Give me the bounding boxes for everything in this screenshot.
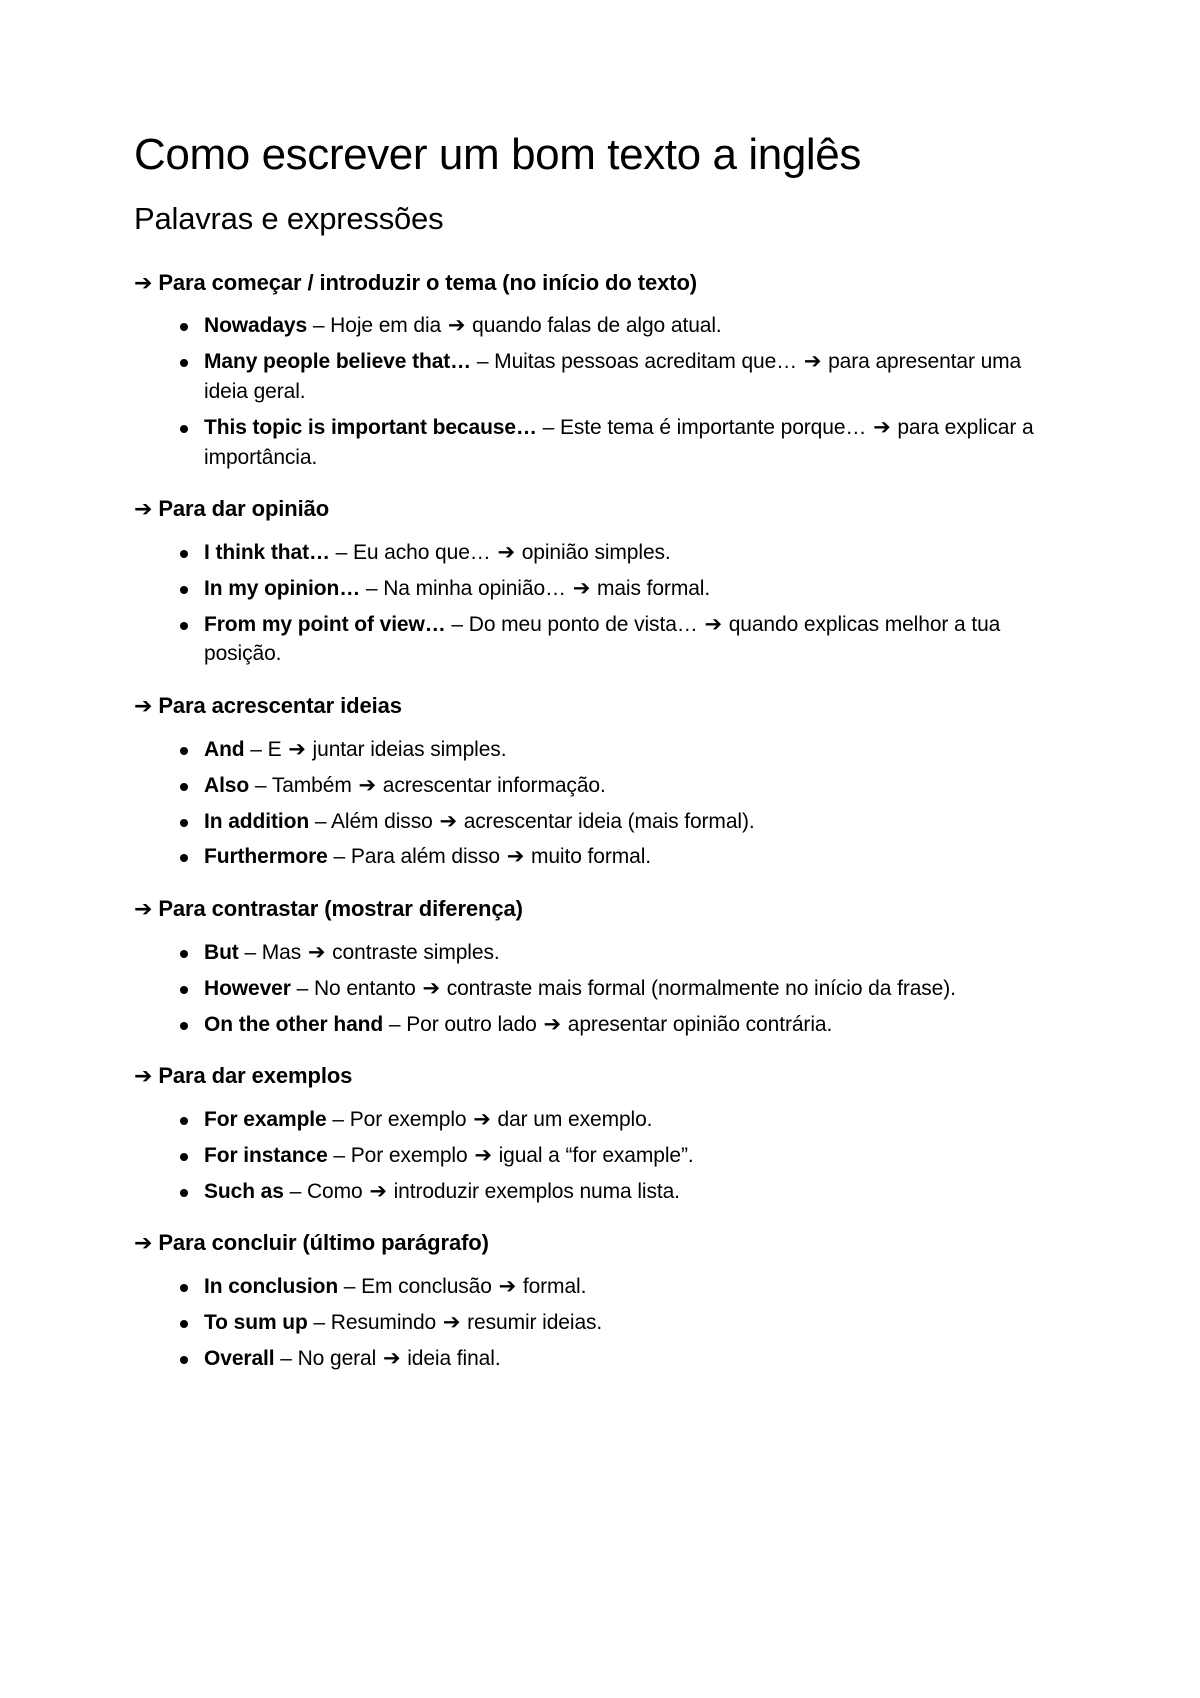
- section-heading-label: Para acrescentar ideias: [158, 693, 402, 719]
- phrase-translation: Resumindo: [330, 1310, 437, 1334]
- arrow-right-icon: ➔: [382, 1346, 401, 1370]
- phrase-usage-note: para explicar a importância.: [204, 415, 1034, 469]
- arrow-right-icon: ➔: [442, 1310, 461, 1334]
- phrase-translation: Para além disso: [350, 845, 500, 869]
- phrase-translation: Eu acho que…: [352, 541, 491, 565]
- phrase-term: Such as: [204, 1179, 284, 1203]
- phrase-list: [134, 1105, 1040, 1206]
- phrase-translation: Por outro lado: [406, 1012, 537, 1036]
- phrase-list: [134, 311, 1040, 472]
- list-item: [178, 1010, 1040, 1040]
- list-item: [178, 938, 1040, 968]
- phrase-translation: Mas: [261, 940, 302, 964]
- phrase-dash: –: [388, 1012, 401, 1036]
- list-item: [178, 610, 1040, 670]
- phrase-usage-note: para apresentar uma ideia geral.: [204, 350, 1022, 403]
- phrase-dash: –: [476, 350, 489, 374]
- phrase-usage-note: dar um exemplo.: [497, 1108, 653, 1132]
- arrow-right-icon: ➔: [572, 576, 591, 600]
- section: [134, 1228, 1040, 1373]
- section: [134, 691, 1040, 872]
- phrase-translation: No entanto: [313, 976, 416, 1000]
- phrase-translation: Como: [306, 1179, 363, 1203]
- phrase-term: From my point of view…: [204, 612, 446, 636]
- arrow-right-icon: ➔: [543, 1012, 562, 1036]
- phrase-term: In conclusion: [204, 1275, 339, 1299]
- phrase-translation: Além disso: [330, 809, 433, 833]
- phrase-term: For example: [204, 1108, 327, 1132]
- arrow-right-icon: ➔: [307, 940, 326, 964]
- section-heading-label: Para contrastar (mostrar diferença): [158, 896, 523, 922]
- phrase-usage-note: introduzir exemplos numa lista.: [393, 1179, 680, 1203]
- phrase-term: This topic is important because…: [204, 415, 537, 439]
- phrase-term: Many people believe that…: [204, 350, 472, 374]
- phrase-term: In addition: [204, 809, 310, 833]
- list-item: [178, 1177, 1040, 1207]
- page-subtitle: Palavras e expressões: [134, 200, 444, 236]
- phrase-dash: –: [333, 1143, 346, 1167]
- phrase-term: But: [204, 940, 239, 964]
- phrase-term: And: [204, 737, 245, 761]
- phrase-dash: –: [542, 415, 555, 439]
- phrase-term: For instance: [204, 1143, 328, 1167]
- phrase-translation: Em conclusão: [361, 1275, 492, 1299]
- section: [134, 894, 1040, 1039]
- phrase-translation: E: [267, 737, 282, 761]
- phrase-usage-note: quando falas de algo atual.: [472, 314, 722, 338]
- phrase-usage-note: contraste simples.: [332, 940, 500, 964]
- list-item: [178, 311, 1040, 341]
- phrase-usage-note: ideia final.: [407, 1346, 501, 1370]
- sections-container: [134, 268, 1040, 1374]
- section-heading-label: Para dar exemplos: [158, 1063, 353, 1089]
- phrase-dash: –: [280, 1346, 292, 1370]
- phrase-dash: –: [289, 1179, 302, 1203]
- phrase-usage-note: resumir ideias.: [467, 1310, 603, 1334]
- phrase-term: However: [204, 976, 291, 1000]
- arrow-right-icon: ➔: [134, 1230, 153, 1256]
- phrase-translation: Hoje em dia: [330, 314, 442, 338]
- phrase-dash: –: [333, 845, 346, 869]
- section-heading: [134, 691, 1040, 721]
- phrase-term: In my opinion…: [204, 576, 361, 600]
- phrase-usage-note: muito formal.: [530, 845, 652, 869]
- phrase-list: [134, 735, 1040, 872]
- phrase-term: Overall: [204, 1346, 275, 1370]
- phrase-dash: –: [312, 314, 325, 338]
- phrase-translation: Por exemplo: [349, 1108, 467, 1132]
- phrase-dash: –: [365, 576, 378, 600]
- list-item: [178, 771, 1040, 801]
- arrow-right-icon: ➔: [134, 496, 153, 522]
- phrase-translation: Por exemplo: [350, 1143, 468, 1167]
- section-heading-label: Para concluir (último parágrafo): [158, 1230, 489, 1256]
- phrase-list: [134, 538, 1040, 669]
- phrase-usage-note: apresentar opinião contrária.: [567, 1012, 833, 1036]
- arrow-right-icon: ➔: [473, 1108, 491, 1132]
- phrase-term: Nowadays: [204, 314, 308, 338]
- list-item: [178, 735, 1040, 765]
- phrase-dash: –: [335, 541, 348, 565]
- arrow-right-icon: ➔: [369, 1179, 387, 1203]
- phrase-dash: –: [250, 737, 262, 761]
- phrase-usage-note: acrescentar ideia (mais formal).: [463, 809, 755, 833]
- arrow-right-icon: ➔: [134, 1063, 153, 1089]
- phrase-term: Also: [204, 773, 250, 797]
- phrase-translation: No geral: [297, 1346, 377, 1370]
- list-item: [178, 538, 1040, 568]
- arrow-right-icon: ➔: [474, 1143, 492, 1167]
- phrase-translation: Na minha opinião…: [383, 576, 566, 600]
- phrase-dash: –: [296, 976, 309, 1000]
- section-heading: [134, 1061, 1040, 1091]
- phrase-usage-note: juntar ideias simples.: [312, 737, 507, 761]
- phrase-list: [134, 938, 1040, 1039]
- list-item: [178, 1141, 1040, 1171]
- arrow-right-icon: ➔: [803, 350, 822, 374]
- phrase-dash: –: [314, 809, 327, 833]
- arrow-right-icon: ➔: [506, 845, 525, 869]
- phrase-usage-note: opinião simples.: [521, 541, 671, 565]
- arrow-right-icon: ➔: [288, 737, 306, 761]
- arrow-right-icon: ➔: [358, 773, 376, 797]
- phrase-translation: Este tema é importante porque…: [559, 415, 867, 439]
- arrow-right-icon: ➔: [134, 693, 153, 719]
- phrase-usage-note: acrescentar informação.: [382, 773, 606, 797]
- phrase-translation: Também: [271, 773, 352, 797]
- phrase-dash: –: [244, 940, 257, 964]
- phrase-usage-note: quando explicas melhor a tua posição.: [204, 612, 1001, 666]
- list-item: [178, 413, 1040, 473]
- section: [134, 494, 1040, 669]
- arrow-right-icon: ➔: [447, 314, 466, 338]
- list-item: [178, 974, 1040, 1004]
- arrow-right-icon: ➔: [497, 541, 515, 565]
- arrow-right-icon: ➔: [134, 896, 153, 922]
- phrase-translation: Muitas pessoas acreditam que…: [494, 350, 798, 374]
- phrase-usage-note: formal.: [522, 1275, 587, 1299]
- section: [134, 268, 1040, 473]
- arrow-right-icon: ➔: [704, 612, 722, 636]
- phrase-dash: –: [313, 1310, 326, 1334]
- arrow-right-icon: ➔: [439, 809, 457, 833]
- list-item: [178, 1272, 1040, 1302]
- phrase-translation: Do meu ponto de vista…: [468, 612, 698, 636]
- phrase-list: [134, 1272, 1040, 1373]
- phrase-term: To sum up: [204, 1310, 308, 1334]
- phrase-term: On the other hand: [204, 1012, 384, 1036]
- section: [134, 1061, 1040, 1206]
- arrow-right-icon: ➔: [422, 976, 440, 1000]
- list-item: [178, 1105, 1040, 1135]
- phrase-dash: –: [332, 1108, 344, 1132]
- list-item: [178, 1308, 1040, 1338]
- phrase-term: I think that…: [204, 541, 330, 565]
- arrow-right-icon: ➔: [498, 1275, 517, 1299]
- phrase-usage-note: contraste mais formal (normalmente no início da frase).: [446, 976, 956, 1000]
- section-heading: [134, 894, 1040, 924]
- arrow-right-icon: ➔: [134, 269, 153, 295]
- list-item: [178, 807, 1040, 837]
- section-heading: [134, 268, 1040, 298]
- list-item: [178, 347, 1040, 407]
- section-heading: [134, 1228, 1040, 1258]
- list-item: [178, 574, 1040, 604]
- phrase-term: Furthermore: [204, 845, 328, 869]
- section-heading-label: Para começar / introduzir o tema (no início do texto): [158, 269, 698, 295]
- section-heading: [134, 494, 1040, 524]
- phrase-dash: –: [343, 1275, 356, 1299]
- phrase-usage-note: igual a “for example”.: [498, 1143, 694, 1167]
- list-item: [178, 842, 1040, 872]
- phrase-usage-note: mais formal.: [596, 576, 711, 600]
- arrow-right-icon: ➔: [873, 415, 891, 439]
- list-item: [178, 1344, 1040, 1374]
- page-title: Como escrever um bom texto a inglês: [134, 130, 861, 179]
- phrase-dash: –: [451, 612, 463, 636]
- section-heading-label: Para dar opinião: [158, 496, 330, 522]
- phrase-dash: –: [254, 773, 267, 797]
